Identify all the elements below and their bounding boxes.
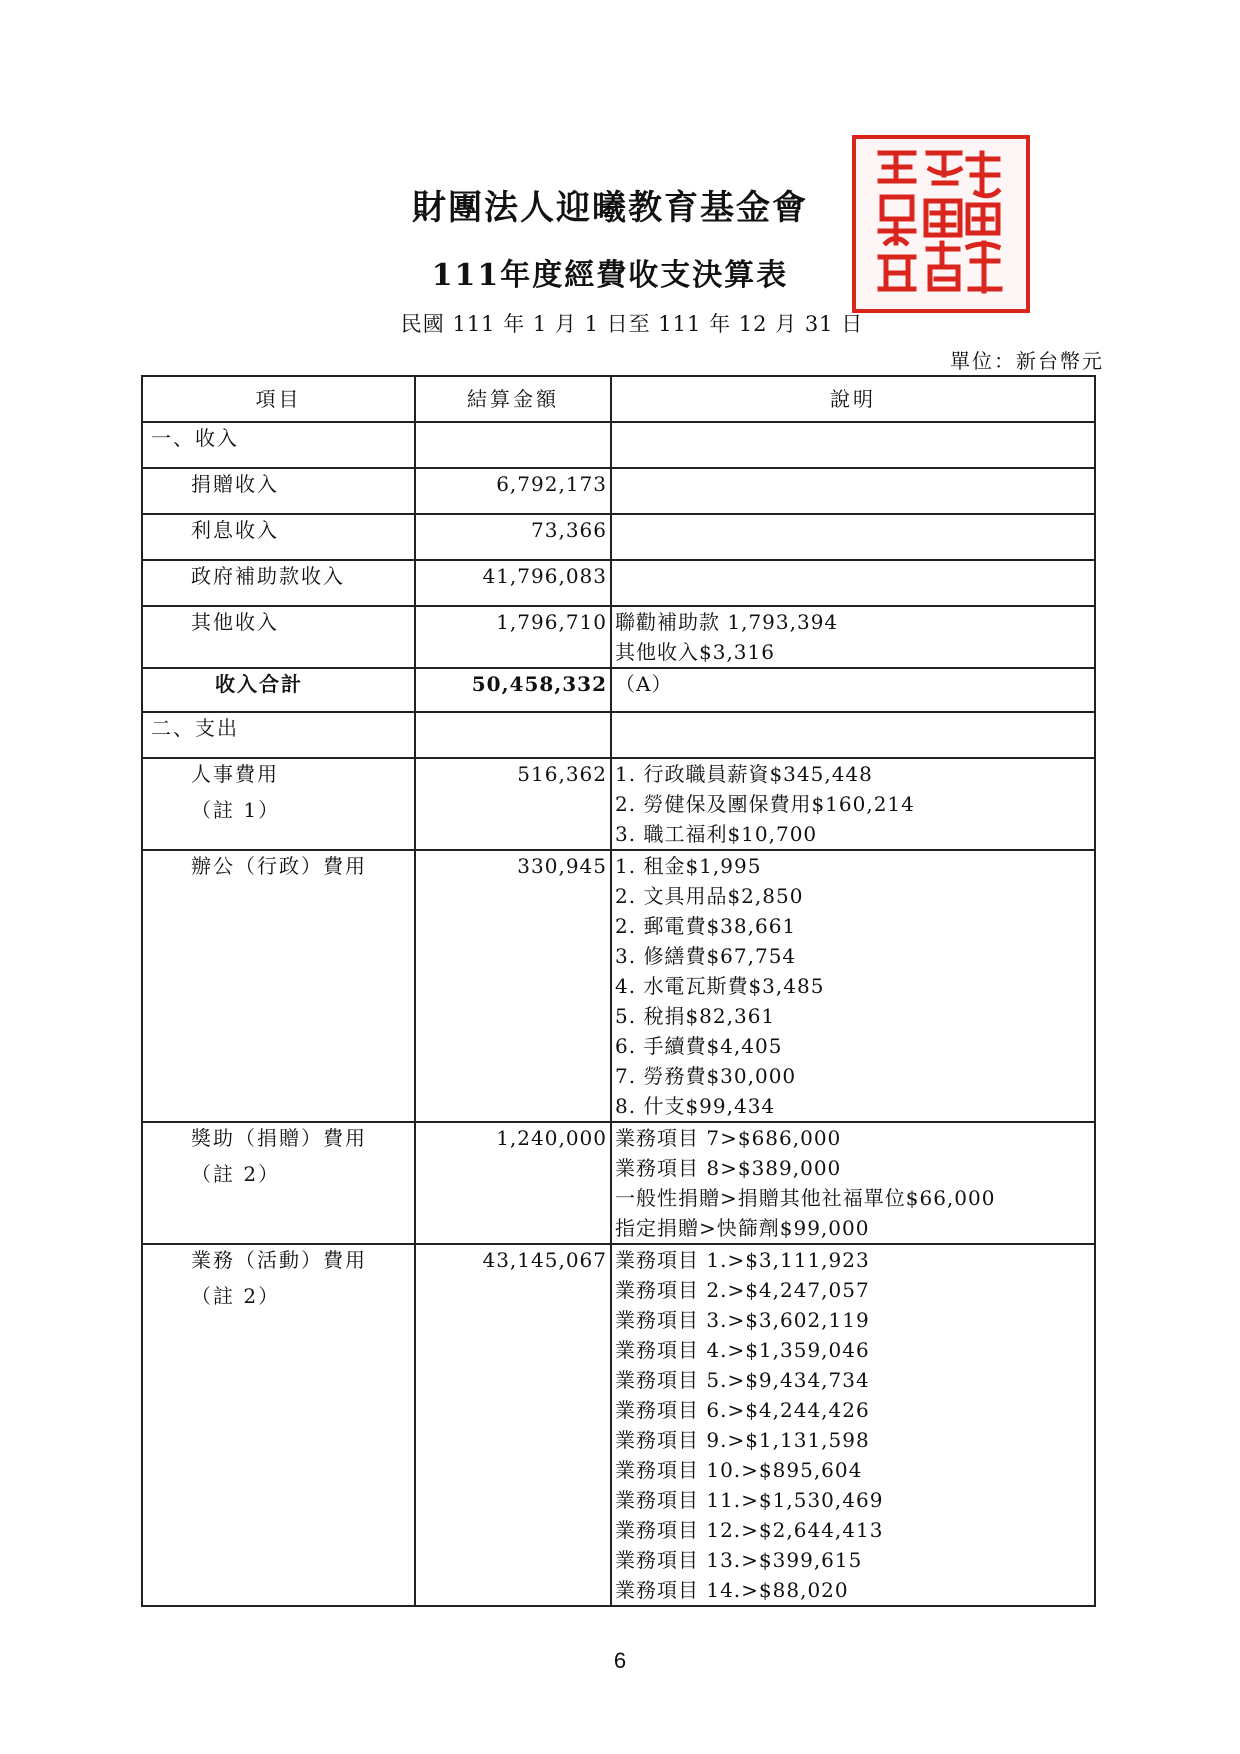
description-line: 業務項目 8>$389,000 [615, 1156, 842, 1180]
table-row-total [142, 668, 1095, 712]
description-line: 5. 稅捐$82,361 [615, 1004, 776, 1028]
description-line: 業務項目 1.>$3,111,923 [615, 1248, 870, 1272]
table-row [142, 514, 1095, 560]
description-line: 4. 水電瓦斯費$3,485 [615, 974, 825, 998]
table-row [142, 422, 1095, 468]
description-line: 業務項目 14.>$88,020 [615, 1578, 849, 1602]
reporting-period: 民國 111 年 1 月 1 日至 111 年 12 月 31 日 [400, 312, 864, 336]
row-item-note: （註 1） [191, 798, 281, 822]
description-line: 業務項目 2.>$4,247,057 [615, 1278, 870, 1302]
row-description [611, 850, 1095, 1122]
row-description [611, 468, 1095, 514]
document-title: 111年度經費收支決算表 [431, 258, 789, 293]
row-item: 二、支出 [142, 712, 415, 758]
description-line: 業務項目 9.>$1,131,598 [615, 1428, 870, 1452]
row-item: 利息收入 [142, 514, 415, 560]
description-line: 業務項目 4.>$1,359,046 [615, 1338, 870, 1362]
currency-unit: 單位：新台幣元 [950, 349, 1104, 373]
description-line: 業務項目 12.>$2,644,413 [615, 1518, 884, 1542]
description-line: 1. 租金$1,995 [615, 854, 762, 878]
row-amount: 1,796,710 [415, 606, 611, 668]
row-item: 其他收入 [142, 606, 415, 668]
row-description [611, 606, 1095, 668]
header-amount: 結算金額 [415, 376, 611, 422]
description-line: （A） [615, 672, 673, 696]
row-amount: 330,945 [415, 850, 611, 1122]
organization-name: 財團法人迎曦教育基金會 [412, 188, 808, 228]
description-line: 1. 行政職員薪資$345,448 [615, 762, 873, 786]
row-item: 捐贈收入 [142, 468, 415, 514]
description-line: 業務項目 7>$686,000 [615, 1126, 842, 1150]
row-item: 一、收入 [142, 422, 415, 468]
row-item-label: 人事費用 [191, 762, 279, 786]
table-row [142, 712, 1095, 758]
description-line: 2. 文具用品$2,850 [615, 884, 804, 908]
row-description [611, 422, 1095, 468]
row-amount: 41,796,083 [415, 560, 611, 606]
row-item [142, 1122, 415, 1244]
row-item-label: 獎助（捐贈）費用 [191, 1126, 367, 1150]
row-description [611, 560, 1095, 606]
description-line: 8. 什支$99,434 [615, 1094, 776, 1118]
table-row [142, 850, 1095, 1122]
row-amount: 516,362 [415, 758, 611, 850]
header-item: 項目 [142, 376, 415, 422]
row-item-note: （註 2） [191, 1162, 281, 1186]
row-item: 收入合計 [142, 668, 415, 712]
row-amount: 50,458,332 [415, 668, 611, 712]
table-row [142, 606, 1095, 668]
description-line: 業務項目 11.>$1,530,469 [615, 1488, 884, 1512]
table-row [142, 560, 1095, 606]
official-seal-stamp [852, 135, 1030, 313]
row-description [611, 1244, 1095, 1606]
row-amount: 73,366 [415, 514, 611, 560]
description-line: 一般性捐贈>捐贈其他社福單位$66,000 [615, 1186, 996, 1210]
description-line: 其他收入$3,316 [615, 640, 775, 664]
row-description [611, 1122, 1095, 1244]
row-item [142, 1244, 415, 1606]
description-line: 聯勸補助款 1,793,394 [615, 610, 839, 634]
table-row [142, 1122, 1095, 1244]
row-amount [415, 422, 611, 468]
description-line: 業務項目 10.>$895,604 [615, 1458, 863, 1482]
description-line: 業務項目 13.>$399,615 [615, 1548, 863, 1572]
header-description: 說明 [611, 376, 1095, 422]
description-line: 6. 手續費$4,405 [615, 1034, 783, 1058]
table-row [142, 758, 1095, 850]
table-row [142, 468, 1095, 514]
row-item: 辦公（行政）費用 [142, 850, 415, 1122]
description-line: 業務項目 6.>$4,244,426 [615, 1398, 870, 1422]
row-item-note: （註 2） [191, 1284, 281, 1308]
description-line: 業務項目 5.>$9,434,734 [615, 1368, 870, 1392]
description-line: 業務項目 3.>$3,602,119 [615, 1308, 870, 1332]
budget-table [141, 375, 1096, 1607]
row-amount: 43,145,067 [415, 1244, 611, 1606]
description-line: 3. 修繕費$67,754 [615, 944, 797, 968]
row-item: 政府補助款收入 [142, 560, 415, 606]
table-row [142, 1244, 1095, 1606]
row-amount: 1,240,000 [415, 1122, 611, 1244]
seal-glyphs [856, 139, 1026, 309]
row-amount: 6,792,173 [415, 468, 611, 514]
table-header-row [142, 376, 1095, 422]
description-line: 指定捐贈>快篩劑$99,000 [615, 1216, 870, 1240]
row-description [611, 712, 1095, 758]
row-item-label: 業務（活動）費用 [191, 1248, 367, 1272]
description-line: 2. 勞健保及團保費用$160,214 [615, 792, 915, 816]
page-number: 6 [613, 1648, 627, 1673]
description-line: 7. 勞務費$30,000 [615, 1064, 797, 1088]
row-description [611, 758, 1095, 850]
row-description [611, 514, 1095, 560]
row-item [142, 758, 415, 850]
description-line: 3. 職工福利$10,700 [615, 822, 818, 846]
description-line: 2. 郵電費$38,661 [615, 914, 797, 938]
row-amount [415, 712, 611, 758]
row-description [611, 668, 1095, 712]
